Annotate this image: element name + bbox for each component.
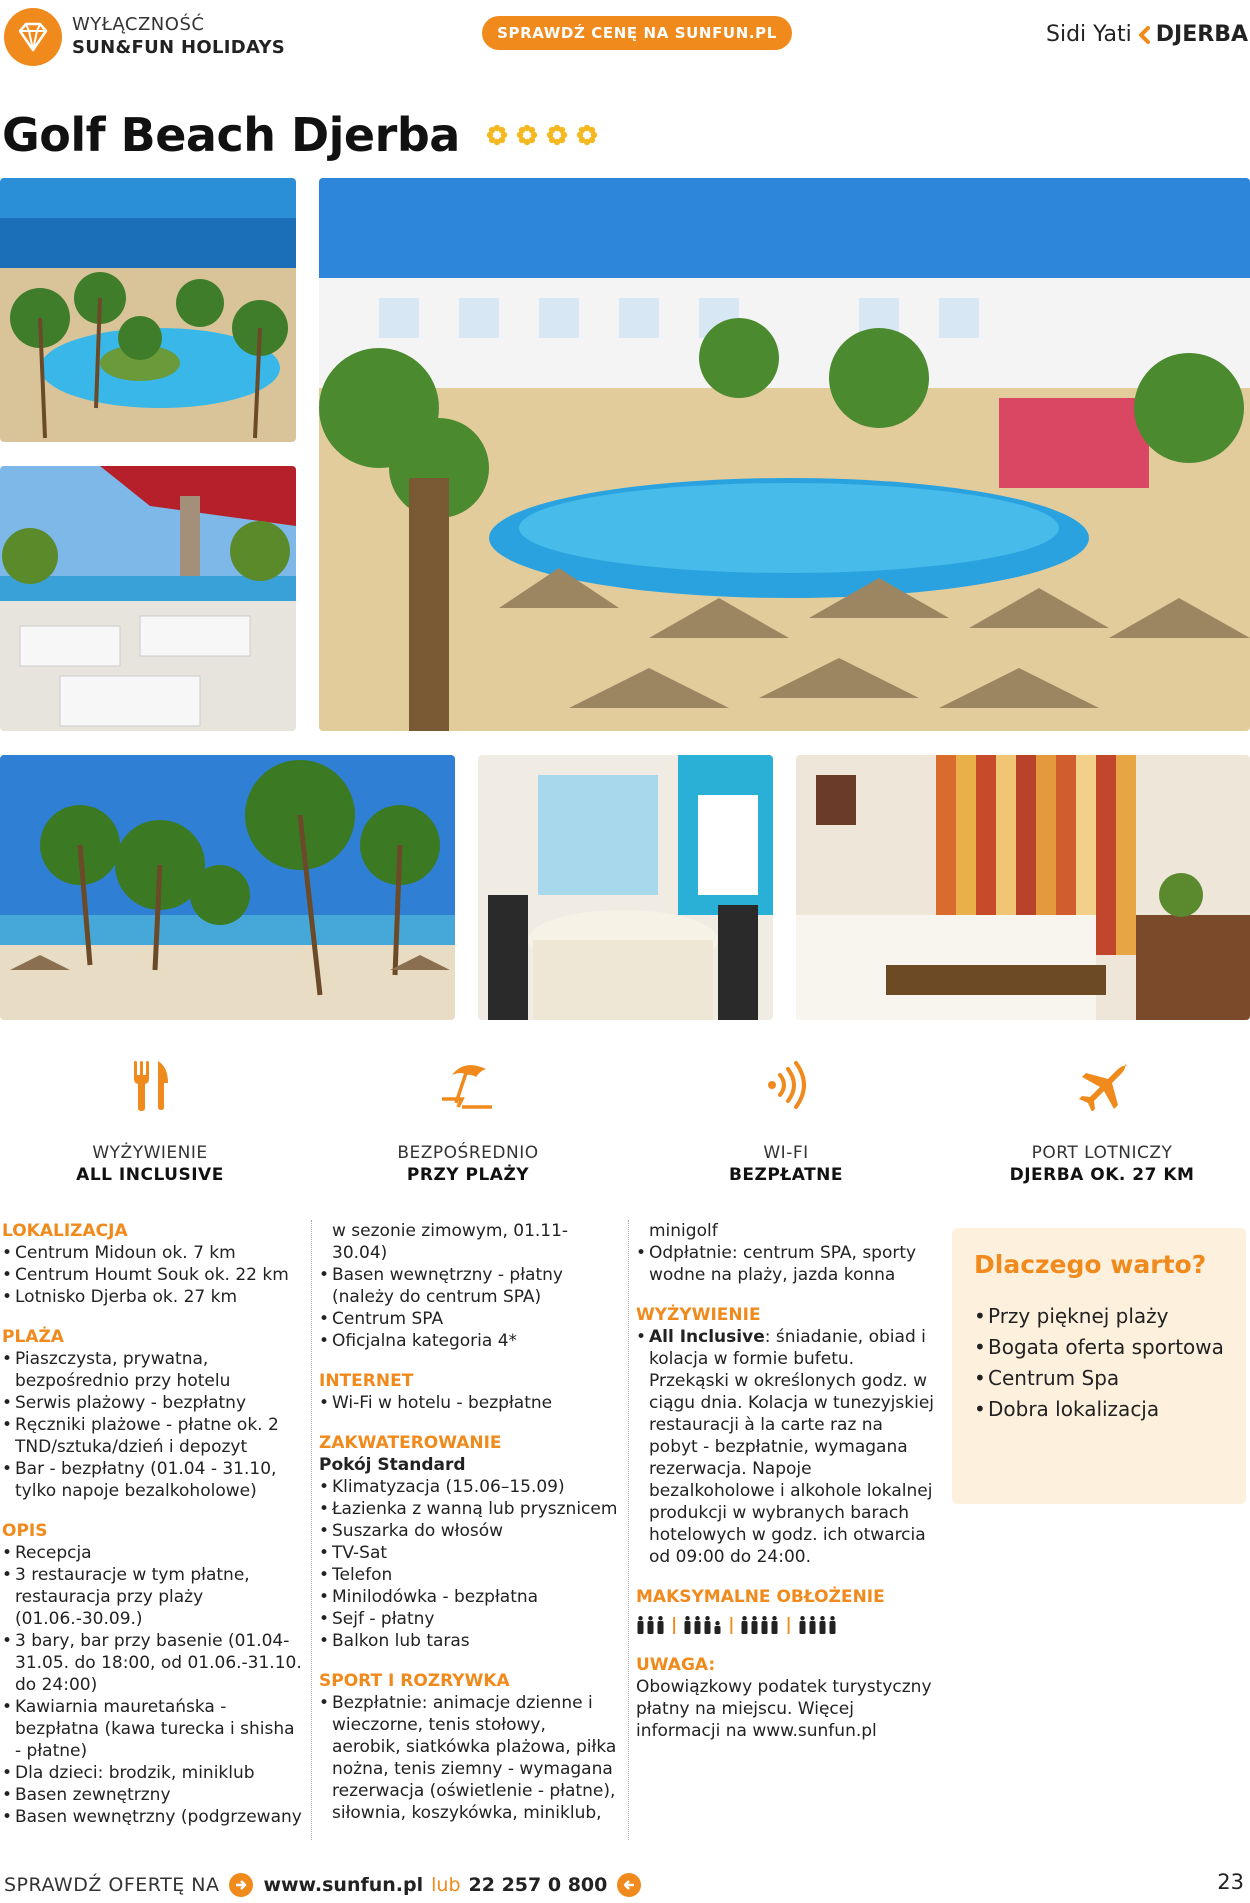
- star-icon: [574, 122, 600, 148]
- list-item: • Ręczniki plażowe - płatne ok. 2 TND/sztuka/dzień i depozyt: [2, 1414, 302, 1458]
- list-item: • Wi-Fi w hotelu - bezpłatne: [319, 1392, 619, 1414]
- footer-check-text: SPRAWDŹ OFERTĘ NA: [4, 1874, 220, 1896]
- occupancy-icons: [636, 1614, 936, 1636]
- list-item: • Klimatyzacja (15.06–15.09): [319, 1476, 619, 1498]
- description-list-continued: [319, 1264, 619, 1352]
- logo-text-top: WYŁĄCZNOŚĆ: [72, 14, 205, 35]
- star-icon: [514, 122, 540, 148]
- internet-list: [319, 1392, 619, 1414]
- star-rating: [484, 122, 600, 148]
- list-item: • Minilodówka - bezpłatna: [319, 1586, 619, 1608]
- beach-umbrella-icon: [318, 1055, 618, 1115]
- sport-list: [319, 1692, 619, 1824]
- section-heading-beach: PLAŻA: [2, 1327, 64, 1347]
- footer-or: lub: [431, 1874, 461, 1896]
- adult-person-icon: [818, 1616, 827, 1634]
- section-heading-note: UWAGA:: [636, 1655, 716, 1675]
- photo-main-pool: [319, 178, 1250, 731]
- list-item: • Sejf - płatny: [319, 1608, 619, 1630]
- feature-value: PRZY PLAŻY: [406, 1165, 530, 1185]
- section-heading-board: WYŻYWIENIE: [636, 1305, 761, 1325]
- footer-website-link[interactable]: www.sunfun.pl: [263, 1874, 424, 1896]
- room-type: Pokój Standard: [319, 1455, 466, 1475]
- section-heading-location: LOKALIZACJA: [2, 1221, 128, 1241]
- occupancy-group: [636, 1616, 665, 1634]
- feature-wifi: [636, 1055, 936, 1185]
- adult-person-icon: [646, 1616, 655, 1634]
- list-item: • Bogata oferta sportowa: [974, 1332, 1224, 1363]
- list-item: [636, 1326, 936, 1568]
- list-item: • Telefon: [319, 1564, 619, 1586]
- star-icon: [484, 122, 510, 148]
- footer-phone[interactable]: 22 257 0 800: [468, 1874, 608, 1896]
- star-icon: [544, 122, 570, 148]
- adult-person-icon: [828, 1616, 837, 1634]
- list-item: • Oficjalna kategoria 4*: [319, 1330, 619, 1352]
- airplane-icon: [952, 1055, 1250, 1115]
- feature-value: DJERBA OK. 27 KM: [1009, 1165, 1195, 1185]
- note-text: Obowiązkowy podatek turystyczny płatny na miejscu. Więcej informacji na www.sunfun.pl: [636, 1677, 932, 1741]
- feature-cutlery: [0, 1055, 300, 1185]
- list-item: • Łazienka z wanną lub prysznicem: [319, 1498, 619, 1520]
- photo-pool-aerial: [0, 178, 296, 442]
- adult-person-icon: [683, 1616, 692, 1634]
- list-item: • TV-Sat: [319, 1542, 619, 1564]
- list-item: • Serwis plażowy - bezpłatny: [2, 1392, 302, 1414]
- list-item: • Recepcja: [2, 1542, 302, 1564]
- section-heading-max-occupancy: MAKSYMALNE OBŁOŻENIE: [636, 1587, 885, 1607]
- feature-beach-umbrella: [318, 1055, 618, 1185]
- section-heading-description: OPIS: [2, 1521, 48, 1541]
- info-column-1: [2, 1220, 302, 1828]
- list-item: • Dobra lokalizacja: [974, 1394, 1224, 1425]
- logo-text-bottom: SUN&FUN HOLIDAYS: [72, 37, 286, 58]
- breadcrumb-sub: Sidi Yati: [1046, 22, 1132, 47]
- list-item: • Centrum Midoun ok. 7 km: [2, 1242, 302, 1264]
- adult-person-icon: [656, 1616, 665, 1634]
- adult-person-icon: [770, 1616, 779, 1634]
- section-heading-accommodation: ZAKWATEROWANIE: [319, 1433, 502, 1453]
- separator: |: [785, 1615, 792, 1635]
- list-item: • Centrum SPA: [319, 1308, 619, 1330]
- list-item: • Centrum Spa: [974, 1363, 1224, 1394]
- page-title: Golf Beach Djerba: [2, 108, 460, 162]
- list-item: • Przy pięknej plaży: [974, 1301, 1224, 1332]
- feature-value: BEZPŁATNE: [728, 1165, 844, 1185]
- info-column-3: [636, 1220, 936, 1742]
- list-item: • Piaszczysta, prywatna, bezpośrednio przy hotelu: [2, 1348, 302, 1392]
- chevron-left-icon: [1138, 26, 1150, 44]
- page-footer: [4, 1870, 1246, 1900]
- diamond-logo-icon: [4, 8, 62, 66]
- arrow-left-icon: [617, 1873, 641, 1897]
- check-price-button[interactable]: SPRAWDŹ CENĘ NA SUNFUN.PL: [482, 16, 792, 50]
- adult-person-icon: [760, 1616, 769, 1634]
- adult-person-icon: [693, 1616, 702, 1634]
- list-item: • Basen zewnętrzny: [2, 1784, 302, 1806]
- feature-label: WI-FI: [763, 1143, 809, 1163]
- breadcrumb-main: DJERBA: [1155, 22, 1248, 47]
- description-list: [2, 1542, 302, 1828]
- list-item: • Bezpłatnie: animacje dzienne i wieczorne, tenis stołowy, aerobik, siatkówka plażowa, piłka nożna, tenis ziemny - wymagana rezerwacja (oświetlenie - płatne), siłownia, koszykówka, miniklub,: [319, 1692, 619, 1824]
- list-item: • Dla dzieci: brodzik, miniklub: [2, 1762, 302, 1784]
- why-title: Dlaczego warto?: [974, 1250, 1207, 1279]
- adult-person-icon: [740, 1616, 749, 1634]
- board-type: All Inclusive: [649, 1327, 765, 1347]
- arrow-right-icon: [229, 1873, 253, 1897]
- beach-list: [2, 1348, 302, 1502]
- adult-person-icon: [636, 1616, 645, 1634]
- photo-restaurant-terrace: [0, 466, 296, 731]
- sport-list-continued: [636, 1242, 936, 1286]
- list-item: • Centrum Houmt Souk ok. 22 km: [2, 1264, 302, 1286]
- sport-continued: minigolf: [649, 1221, 718, 1241]
- breadcrumb: [1046, 22, 1248, 47]
- accommodation-list: [319, 1476, 619, 1652]
- photo-dining-room: [478, 755, 773, 1020]
- list-item: • Bar - bezpłatny (01.04 - 31.10, tylko napoje bezalkoholowe): [2, 1458, 302, 1502]
- list-item: • Basen wewnętrzny (podgrzewany: [2, 1806, 302, 1828]
- section-heading-internet: INTERNET: [319, 1371, 414, 1391]
- cutlery-icon: [0, 1055, 300, 1115]
- child-person-icon: [713, 1616, 722, 1634]
- list-item: • 3 bary, bar przy basenie (01.04-31.05. do 18:00, od 01.06.-31.10. do 24:00): [2, 1630, 302, 1696]
- page-number: 23: [1217, 1870, 1244, 1894]
- occupancy-group: [740, 1616, 779, 1634]
- why-worth-box: [952, 1228, 1246, 1504]
- feature-airplane: [952, 1055, 1250, 1185]
- separator: |: [671, 1615, 678, 1635]
- list-item: • Odpłatnie: centrum SPA, sporty wodne na plaży, jazda konna: [636, 1242, 936, 1286]
- adult-person-icon: [703, 1616, 712, 1634]
- list-item: • Suszarka do włosów: [319, 1520, 619, 1542]
- photo-beach-palms: [0, 755, 455, 1020]
- adult-person-icon: [798, 1616, 807, 1634]
- column-divider: [311, 1220, 312, 1840]
- location-list: [2, 1242, 302, 1308]
- feature-value: ALL INCLUSIVE: [76, 1165, 224, 1185]
- adult-person-icon: [750, 1616, 759, 1634]
- board-description: : śniadanie, obiad i kolacja w formie bufetu. Przekąski w określonych godz. w ciągu dnia. Kolacja w tunezyjskiej restauracji à la carte raz na pobyt - bezpłatnie, wymagana rezerwacja. Napoje bezalkoholowe i alkohole lokalnej produkcji w wybranych barach hotelowych w godz. ich otwarcia od 09:00 do 24:00.: [649, 1327, 934, 1567]
- board-list: [636, 1326, 936, 1568]
- list-item: • Lotnisko Djerba ok. 27 km: [2, 1286, 302, 1308]
- list-item: • Basen wewnętrzny - płatny (należy do centrum SPA): [319, 1264, 619, 1308]
- list-item: • Kawiarnia mauretańska - bezpłatna (kawa turecka i shisha - płatne): [2, 1696, 302, 1762]
- list-item: • 3 restauracje w tym płatne, restauracja przy plaży (01.06.-30.09.): [2, 1564, 302, 1630]
- page-header: [0, 0, 1250, 80]
- feature-label: BEZPOŚREDNIO: [397, 1143, 539, 1163]
- adult-person-icon: [808, 1616, 817, 1634]
- hotel-title-row: [2, 108, 600, 162]
- feature-label: WYŻYWIENIE: [92, 1143, 208, 1163]
- column-divider: [628, 1220, 629, 1840]
- info-column-2: [319, 1220, 619, 1824]
- photo-hotel-room: [796, 755, 1250, 1020]
- separator: |: [728, 1615, 735, 1635]
- description-continued: w sezonie zimowym, 01.11-30.04): [332, 1221, 569, 1263]
- feature-label: PORT LOTNICZY: [1031, 1143, 1173, 1163]
- wifi-icon: [636, 1055, 936, 1115]
- list-item: • Balkon lub taras: [319, 1630, 619, 1652]
- occupancy-group: [798, 1616, 837, 1634]
- section-heading-sport: SPORT I ROZRYWKA: [319, 1671, 510, 1691]
- why-list: [974, 1301, 1224, 1425]
- occupancy-group: [683, 1616, 722, 1634]
